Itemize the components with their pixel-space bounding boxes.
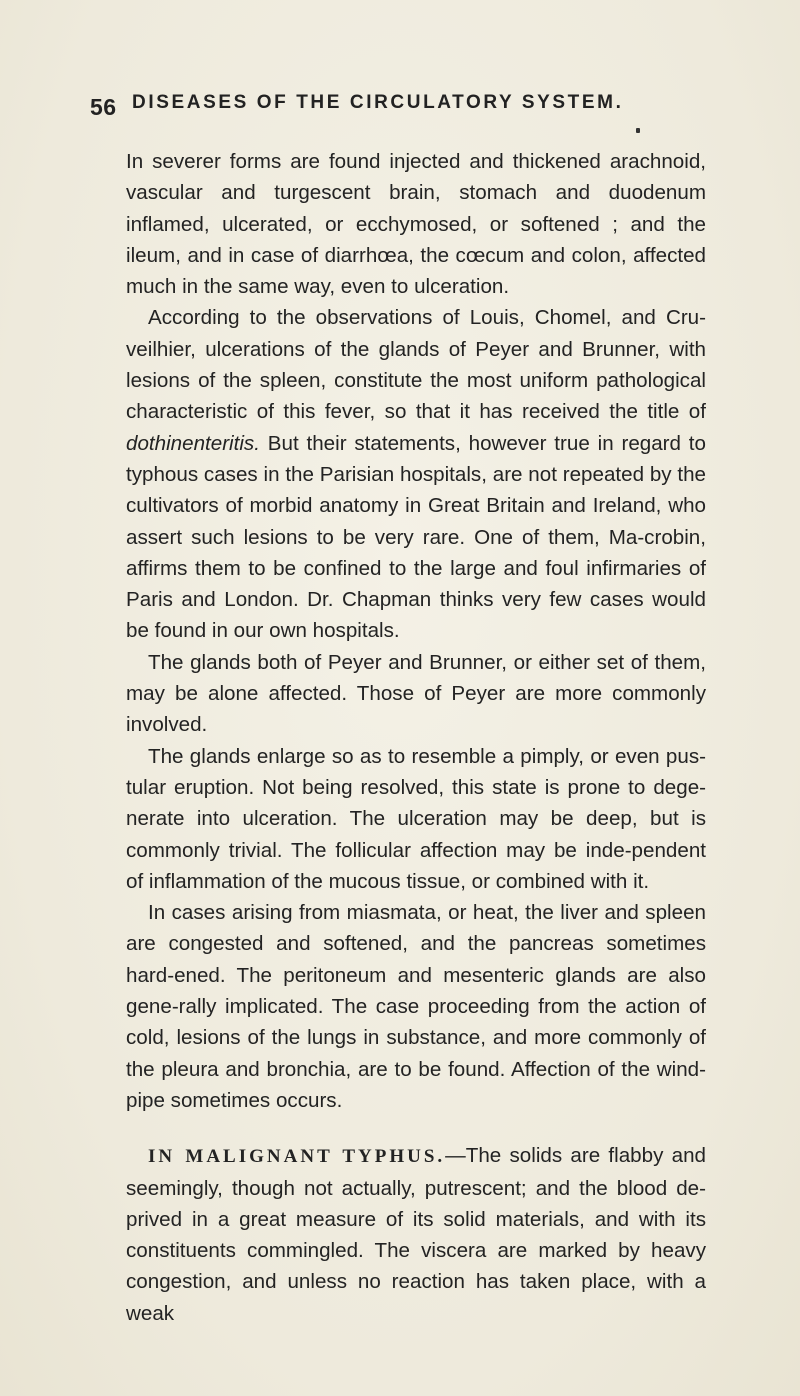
paragraph-observations-part2: But their statements, however true in regard to typhous cases in the Parisian hospitals, are not repeated by the cultivators of morbid anatomy in Great Britain and Ireland, who assert such lesions to be very rare. One of them, Ma-crobin, affirms them to be confined to the large and foul infirmaries of Paris and London. Dr. Chapman thinks very few cases would be found in our own hospitals.: [126, 431, 706, 643]
paragraph-observations: [126, 302, 706, 646]
body-text: [126, 146, 706, 1329]
ink-speck: [636, 128, 640, 133]
paragraph-malignant-typhus: [126, 1140, 706, 1329]
page-header: [90, 88, 710, 122]
paragraph-glands-enlarge: The glands enlarge so as to resemble a pimply, or even pus-tular eruption. Not being resolved, this state is prone to dege-nerate into ulceration. The ulceration may be deep, but is commonly trivial. The follicular affection may be inde-pendent of inflammation of the mucous tissue, or combined with it.: [126, 744, 706, 893]
paragraph-observations-part1: According to the observations of Louis, Chomel, and Cru-veilhier, ulcerations of the glands of Peyer and Brunner, with lesions of the spleen, constitute the most uniform pathological characteristic of this fever, so that it has received the title of: [126, 306, 706, 424]
paragraph-glands-affected: The glands both of Peyer and Brunner, or either set of them, may be alone affected. Those of Peyer are more commonly involved.: [126, 650, 706, 737]
term-dothinenteritis: dothinenteritis.: [126, 431, 260, 455]
section-heading-malignant-typhus: IN MALIGNANT TYPHUS.: [148, 1146, 446, 1168]
paragraph-miasmata: In cases arising from miasmata, or heat, the liver and spleen are congested and softened, and the pancreas sometimes hard-ened. The peritoneum and mesenteric glands are also gene-rally implicated. The case proceeding from the action of cold, lesions of the lungs in substance, and more commonly of the pleura and bronchia, are to be found. Affection of the wind-pipe sometimes occurs.: [126, 901, 706, 1112]
page-number: 56: [90, 94, 117, 120]
running-head: DISEASES OF THE CIRCULATORY SYSTEM.: [132, 92, 624, 113]
paragraph-malignant-typhus-text: —The solids are flabby and seemingly, though not actually, putrescent; and the blood de-prived in a great measure of its solid materials, and with its constituents commingled. The viscera are marked by heavy congestion, and unless no reaction has taken place, with a weak: [126, 1144, 706, 1325]
paragraph-severer-forms: In severer forms are found injected and thickened arachnoid, vascular and turgescent brain, stomach and duodenum inflamed, ulcerated, or ecchymosed, or softened ; and the ileum, and in case of diarrhœa, the cœcum and colon, affected much in the same way, even to ulceration.: [126, 150, 706, 299]
